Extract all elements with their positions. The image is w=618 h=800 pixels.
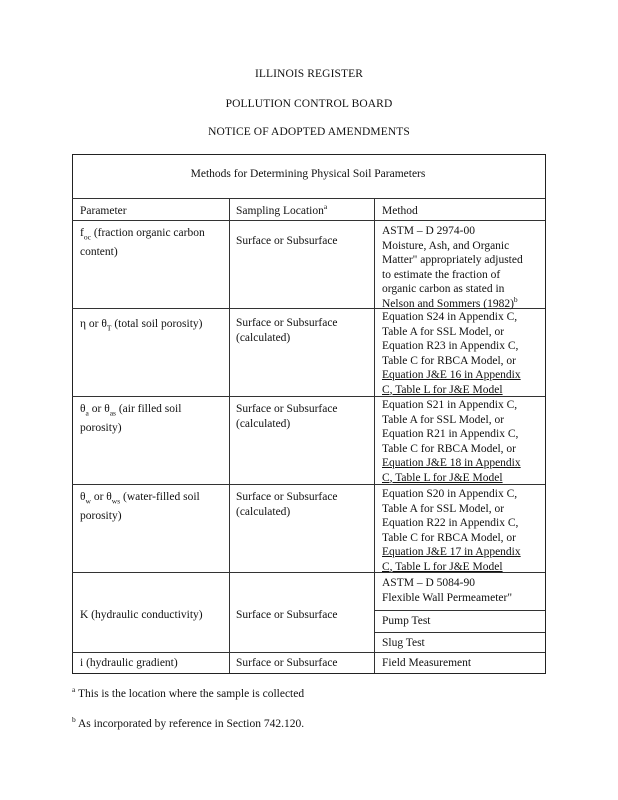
table-caption: Methods for Determining Physical Soil Parameters xyxy=(190,168,426,180)
method-line: Equation S21 in Appendix C, xyxy=(382,399,518,411)
parameter-text: (water-filled soil porosity) xyxy=(80,491,200,522)
footnote-mark: a xyxy=(72,685,76,695)
method-line: Flexible Wall Permeameter" xyxy=(382,591,513,604)
symbol: θ xyxy=(80,491,86,503)
method-line: Equation S24 in Appendix C, xyxy=(382,311,518,323)
notice-title: NOTICE OF ADOPTED AMENDMENTS xyxy=(208,126,410,138)
method-line: Table C for RBCA Model, or xyxy=(382,442,516,455)
table-row-air-porosity-parameter xyxy=(80,402,220,435)
table-row-air-porosity-location: Surface or Subsurface (calculated) xyxy=(236,403,338,430)
table-row-k-method-slug: Slug Test xyxy=(382,637,425,649)
table-row-k-method-pump: Pump Test xyxy=(382,615,431,627)
footnote-ref-b: b xyxy=(513,294,518,304)
method-line: Equation R22 in Appendix C, xyxy=(382,517,519,529)
table-row-gradient-location: Surface or Subsurface xyxy=(236,657,338,669)
table-row-foc-method xyxy=(382,224,542,311)
table-row-air-porosity-method xyxy=(382,398,542,485)
method-line: organic carbon as stated in xyxy=(382,283,505,295)
column-header-sampling-location xyxy=(236,204,327,219)
register-title: ILLINOIS REGISTER xyxy=(254,68,364,80)
method-line: Table A for SSL Model, or xyxy=(382,413,505,426)
method-line: ASTM – D 2974-00 xyxy=(382,225,475,237)
method-line-added: Equation J&E 18 in Appendix xyxy=(382,457,521,469)
method-line-added: Equation J&E 17 in Appendix xyxy=(382,546,521,558)
rule-under-header xyxy=(72,220,545,221)
parameter-text: (air filled soil porosity) xyxy=(80,403,182,434)
symbol-subscript: oc xyxy=(83,232,91,242)
table-row-gradient-parameter: i (hydraulic gradient) xyxy=(80,657,178,669)
rule-col-1 xyxy=(229,198,230,673)
symbol: f xyxy=(80,227,84,239)
table-row-k-location: Surface or Subsurface xyxy=(236,609,338,621)
table-row-k-parameter: K (hydraulic conductivity) xyxy=(80,609,203,621)
table-row-k-method-astm xyxy=(382,576,542,605)
footnote-ref-a: a xyxy=(323,202,328,212)
symbol-subscript: w xyxy=(85,496,91,506)
method-line-added: C, Table L for J&E Model xyxy=(382,471,503,484)
symbol-subscript: T xyxy=(106,323,112,333)
footnote-b xyxy=(72,715,305,730)
footnote-a xyxy=(72,685,305,700)
table-row-foc-parameter xyxy=(80,226,226,259)
rule-row-5 xyxy=(72,652,545,653)
rule-col-2 xyxy=(374,198,375,673)
method-line-added: C, Table L for J&E Model xyxy=(382,383,503,396)
symbol-subscript: a xyxy=(85,408,89,418)
method-line: Equation R23 in Appendix C, xyxy=(382,340,519,352)
symbol-subscript: as xyxy=(109,408,116,418)
method-line xyxy=(382,294,542,312)
method-line: Matter" appropriately adjusted xyxy=(382,254,523,266)
table-row-water-porosity-method xyxy=(382,487,542,574)
table-row-water-porosity-parameter xyxy=(80,490,226,523)
soil-parameters-table xyxy=(72,154,546,674)
method-line: Table A for SSL Model, or xyxy=(382,325,505,338)
method-line: Table A for SSL Model, or xyxy=(382,502,505,515)
column-header-parameter: Parameter xyxy=(80,205,127,217)
method-line-text: Nelson and Sommers (1982) xyxy=(382,297,514,310)
footnote-mark: b xyxy=(72,715,76,725)
symbol: η or θ xyxy=(80,318,107,330)
method-line: Moisture, Ash, and Organic xyxy=(382,239,510,252)
method-line: to estimate the fraction of xyxy=(382,268,501,281)
parameter-text: (fraction organic carbon content) xyxy=(80,227,205,258)
symbol-subscript: ws xyxy=(111,496,121,506)
method-line: Table C for RBCA Model, or xyxy=(382,354,516,367)
table-row-water-porosity-location: Surface or Subsurface (calculated) xyxy=(236,491,338,518)
method-line-added: C, Table L for J&E Model xyxy=(382,560,503,573)
table-row-total-porosity-method xyxy=(382,310,542,397)
table-row-foc-location: Surface or Subsurface xyxy=(236,235,338,247)
column-header-method: Method xyxy=(382,205,418,217)
sampling-location-label: Sampling Location xyxy=(236,205,324,217)
table-row-total-porosity-location: Surface or Subsurface (calculated) xyxy=(236,317,338,344)
method-line-added: Equation J&E 16 in Appendix xyxy=(382,369,521,381)
footnote-text: This is the location where the sample is collected xyxy=(75,688,305,700)
symbol: θ xyxy=(80,403,86,415)
method-line: ASTM – D 5084-90 xyxy=(382,577,475,589)
symbol-connector: or θ xyxy=(88,403,110,415)
rule-k-pump xyxy=(374,610,545,611)
table-row-total-porosity-parameter xyxy=(80,317,226,336)
parameter-text: (total soil porosity) xyxy=(111,318,203,330)
method-line: Equation R21 in Appendix C, xyxy=(382,428,519,440)
rule-k-slug xyxy=(374,632,545,633)
rule-under-caption xyxy=(72,198,545,199)
symbol-connector: or θ xyxy=(90,491,112,503)
method-line: Equation S20 in Appendix C, xyxy=(382,488,518,500)
footnote-text: As incorporated by reference in Section 742.120. xyxy=(75,718,305,730)
board-title: POLLUTION CONTROL BOARD xyxy=(225,98,393,110)
table-row-gradient-method: Field Measurement xyxy=(382,657,472,669)
method-line: Table C for RBCA Model, or xyxy=(382,531,516,544)
